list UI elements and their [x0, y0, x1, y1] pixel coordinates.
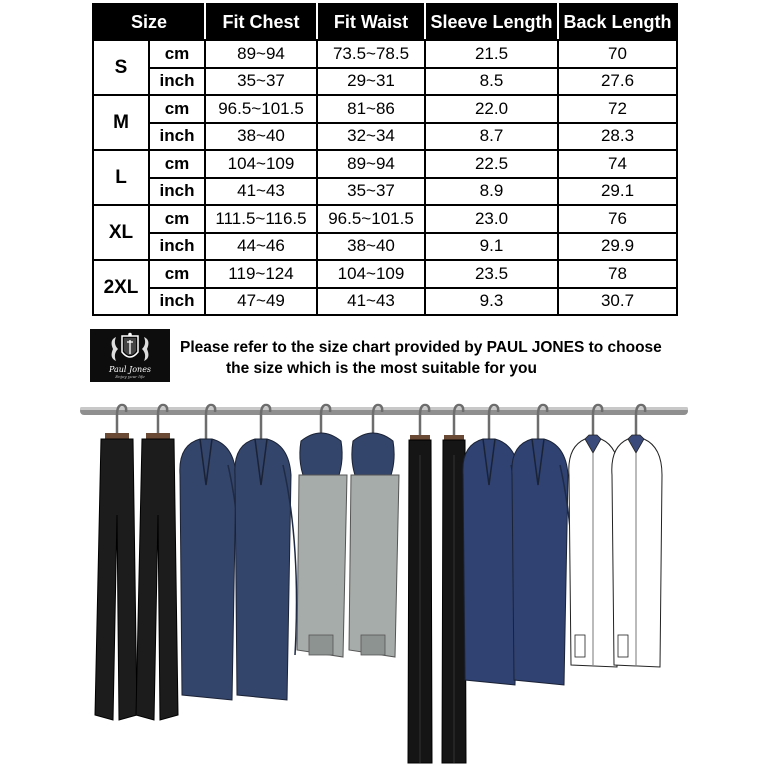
fit-waist-value: 96.5~101.5: [317, 205, 425, 233]
header-back-length: Back Length: [558, 4, 677, 40]
fit-waist-value: 32~34: [317, 123, 425, 151]
fit-chest-value: 89~94: [205, 40, 317, 68]
sleeve-length-value: 8.9: [425, 178, 558, 206]
back-length-value: 78: [558, 260, 677, 288]
hoodie-body: [349, 475, 399, 657]
header-sleeve-length: Sleeve Length: [425, 4, 558, 40]
fit-waist-value: 35~37: [317, 178, 425, 206]
slim-pants-garment: [442, 405, 466, 763]
sleeve-length-value: 9.3: [425, 288, 558, 316]
cuff-shape: [575, 635, 585, 657]
pants-shape: [136, 439, 178, 720]
note-line-2: the size which is the most suitable for you: [226, 360, 537, 377]
size-row: [93, 205, 677, 233]
back-length-value: 27.6: [558, 68, 677, 96]
fit-chest-value: 96.5~101.5: [205, 95, 317, 123]
brand-tagline: Enjoy your life: [115, 374, 145, 379]
jacket-body: [235, 439, 291, 700]
size-row: [93, 178, 677, 206]
unit-label: cm: [149, 95, 205, 123]
fit-chest-value: 111.5~116.5: [205, 205, 317, 233]
shirt-garment: [612, 405, 662, 667]
back-length-value: 29.9: [558, 233, 677, 261]
back-length-value: 74: [558, 150, 677, 178]
back-length-value: 29.1: [558, 178, 677, 206]
fit-chest-value: 35~37: [205, 68, 317, 96]
shirt-garment: [569, 405, 619, 667]
hoodie-garment: [297, 405, 347, 657]
size-row: [93, 260, 677, 288]
header-fit-waist: Fit Waist: [317, 4, 425, 40]
clothing-rack-illustration: [0, 395, 768, 768]
brand-logo: [90, 329, 170, 382]
fit-waist-value: 41~43: [317, 288, 425, 316]
sleeve-length-value: 8.5: [425, 68, 558, 96]
jacket-garment: [235, 405, 297, 700]
unit-label: cm: [149, 150, 205, 178]
size-label: L: [93, 150, 149, 205]
sleeve-length-value: 23.5: [425, 260, 558, 288]
fit-waist-value: 81~86: [317, 95, 425, 123]
header-fit-chest: Fit Chest: [205, 4, 317, 40]
fit-waist-value: 104~109: [317, 260, 425, 288]
size-row: [93, 95, 677, 123]
back-length-value: 72: [558, 95, 677, 123]
fit-waist-value: 29~31: [317, 68, 425, 96]
back-length-value: 28.3: [558, 123, 677, 151]
unit-label: inch: [149, 288, 205, 316]
fit-waist-value: 38~40: [317, 233, 425, 261]
fit-waist-value: 89~94: [317, 150, 425, 178]
size-row: [93, 288, 677, 316]
hoodie-body: [297, 475, 347, 657]
fit-waist-value: 73.5~78.5: [317, 40, 425, 68]
pants-garment: [136, 405, 178, 720]
size-chart-table: [92, 3, 678, 316]
unit-label: inch: [149, 123, 205, 151]
fit-chest-value: 104~109: [205, 150, 317, 178]
jacket-body: [180, 439, 236, 700]
shirt-body: [612, 439, 662, 667]
back-length-value: 30.7: [558, 288, 677, 316]
size-advice-note: [180, 337, 680, 379]
unit-label: inch: [149, 178, 205, 206]
sleeve-length-value: 22.5: [425, 150, 558, 178]
pants-shape: [95, 439, 137, 720]
size-row: [93, 233, 677, 261]
cuff-shape: [618, 635, 628, 657]
size-row: [93, 68, 677, 96]
sleeve-length-value: 23.0: [425, 205, 558, 233]
back-length-value: 70: [558, 40, 677, 68]
fit-chest-value: 44~46: [205, 233, 317, 261]
header-size: Size: [93, 4, 205, 40]
size-label: S: [93, 40, 149, 95]
jacket-garment: [180, 405, 242, 700]
blazer-garment: [512, 405, 574, 685]
sleeve-length-value: 21.5: [425, 40, 558, 68]
fit-chest-value: 41~43: [205, 178, 317, 206]
size-row: [93, 123, 677, 151]
size-label: XL: [93, 205, 149, 260]
fit-chest-value: 47~49: [205, 288, 317, 316]
size-row: [93, 150, 677, 178]
size-row: [93, 40, 677, 68]
sleeve-length-value: 8.7: [425, 123, 558, 151]
size-chart-body: [93, 40, 677, 315]
hoodie-garment: [349, 405, 399, 657]
sleeve-length-value: 22.0: [425, 95, 558, 123]
unit-label: cm: [149, 260, 205, 288]
header-row: [93, 4, 677, 40]
brand-name: Paul Jones: [108, 365, 152, 374]
size-label: M: [93, 95, 149, 150]
garments-group: [95, 405, 662, 763]
cuff-shape: [361, 635, 385, 655]
cuff-shape: [309, 635, 333, 655]
slim-pants-garment: [408, 405, 432, 763]
crest-icon: [107, 332, 153, 366]
back-length-value: 76: [558, 205, 677, 233]
pants-garment: [95, 405, 137, 720]
fit-chest-value: 38~40: [205, 123, 317, 151]
unit-label: cm: [149, 40, 205, 68]
unit-label: inch: [149, 68, 205, 96]
unit-label: cm: [149, 205, 205, 233]
size-label: 2XL: [93, 260, 149, 315]
unit-label: inch: [149, 233, 205, 261]
note-line-1: Please refer to the size chart provided by PAUL JONES to choose: [180, 339, 662, 356]
sleeve-length-value: 9.1: [425, 233, 558, 261]
fit-chest-value: 119~124: [205, 260, 317, 288]
